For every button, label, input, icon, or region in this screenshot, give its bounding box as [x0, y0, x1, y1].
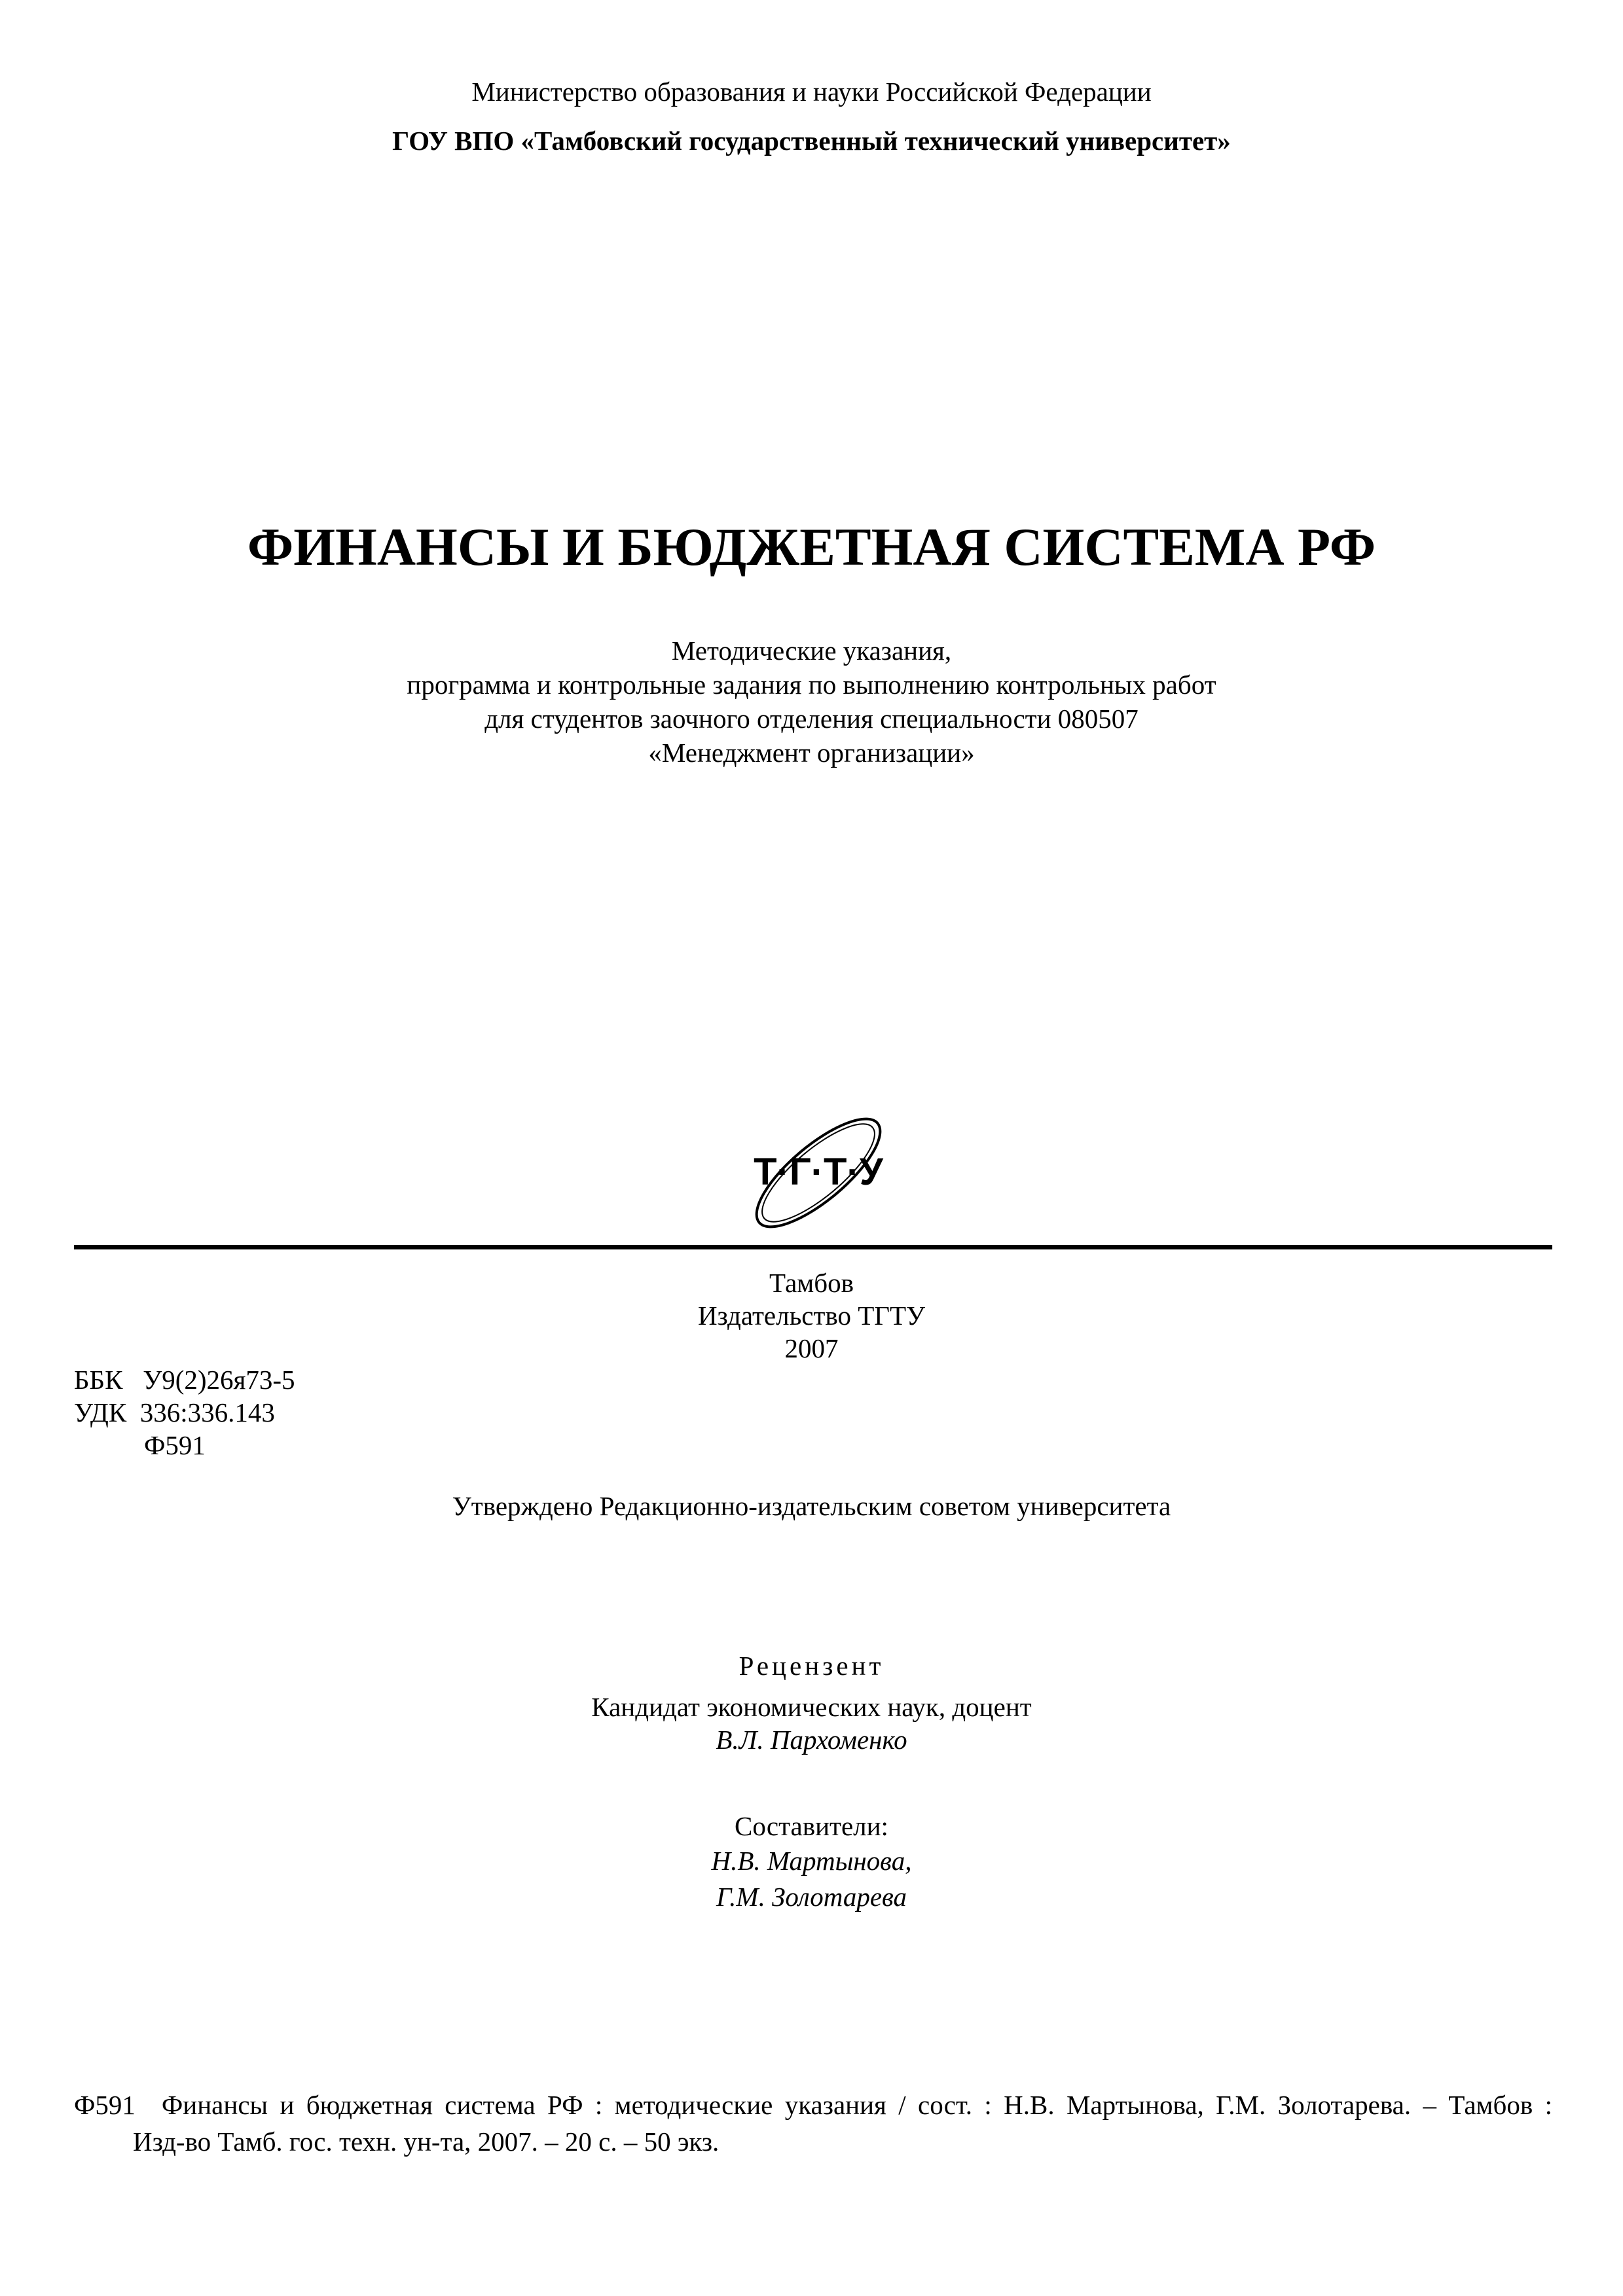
bibliographic-line-1: [74, 2087, 1552, 2123]
reviewer-title: Кандидат экономических наук, доцент: [591, 1692, 1032, 1722]
bibliographic-text-2: Изд-во Тамб. гос. техн. ун-та, 2007. – 20 с. – 50 экз.: [133, 2126, 720, 2157]
university-name: ГОУ ВПО «Тамбовский государственный технический университет»: [392, 126, 1231, 156]
author-code: Ф591: [144, 1430, 206, 1460]
bibliographic-text-1: Финансы и бюджетная система РФ : методические указания / сост. : Н.В. Мартынова, Г.М. Золотарева. – Тамбов :: [161, 2090, 1552, 2120]
reviewer-heading: Рецензент: [739, 1651, 884, 1681]
bbk-value: У9(2)26я73-5: [143, 1365, 295, 1395]
bibliographic-code: Ф591: [74, 2090, 136, 2120]
tgtu-logo-icon: [720, 1107, 917, 1238]
compiler-name-1: Н.В. Мартынова,: [711, 1846, 912, 1876]
description-line-2: программа и контрольные задания по выполнению контрольных работ: [407, 670, 1216, 700]
description-line-3: для студентов заочного отделения специальности 080507: [484, 704, 1139, 734]
udk-value: 336:336.143: [139, 1397, 275, 1427]
horizontal-rule: [74, 1245, 1552, 1249]
approval-note: Утверждено Редакционно-издательским советом университета: [452, 1491, 1171, 1521]
udk-row: [74, 1396, 275, 1429]
bbk-row: [74, 1363, 295, 1396]
description-line-4: «Менеджмент организации»: [648, 738, 975, 768]
imprint-publisher: Издательство ТГТУ: [697, 1300, 926, 1331]
description-line-1: Методические указания,: [671, 636, 952, 666]
imprint-city: Тамбов: [769, 1268, 854, 1298]
document-title: ФИНАНСЫ И БЮДЖЕТНАЯ СИСТЕМА РФ: [247, 517, 1376, 577]
udk-label: УДК: [74, 1397, 127, 1427]
bbk-label: ББК: [74, 1365, 123, 1395]
ministry-name: Министерство образования и науки Российской Федерации: [471, 77, 1152, 107]
bibliographic-record: [74, 2087, 1552, 2160]
imprint-year: 2007: [784, 1333, 839, 1363]
reviewer-name: В.Л. Пархоменко: [716, 1725, 907, 1755]
logo-text: Т·Г·Т·У: [754, 1151, 883, 1193]
compiler-name-2: Г.М. Золотарева: [716, 1882, 907, 1912]
compilers-heading: Составители:: [735, 1811, 888, 1841]
